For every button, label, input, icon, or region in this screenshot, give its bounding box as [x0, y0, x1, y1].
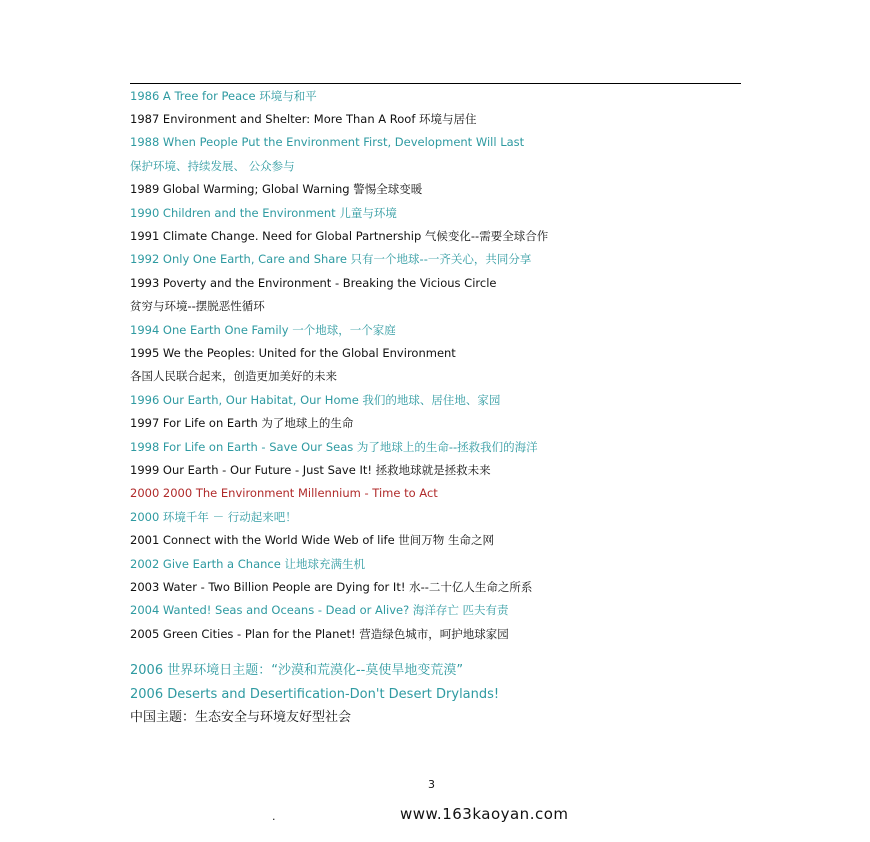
theme-2000-en: 2000 2000 The Environment Millennium - Time to Act — [130, 486, 438, 500]
page-number: 3 — [428, 778, 435, 791]
theme-1992: 1992 Only One Earth, Care and Share 只有一个地球--一齐关心，共同分享 — [130, 252, 532, 266]
theme-1996: 1996 Our Earth, Our Habitat, Our Home 我们的地球、居住地、家园 — [130, 393, 501, 407]
theme-1995-zh: 各国人民联合起来，创造更加美好的未来 — [130, 369, 337, 383]
theme-1999: 1999 Our Earth - Our Future - Just Save It! 拯救地球就是拯救未来 — [130, 463, 491, 477]
theme-1987: 1987 Environment and Shelter: More Than A Roof 环境与居住 — [130, 112, 477, 126]
china-theme-2006: 中国主题：生态安全与环境友好型社会 — [130, 710, 352, 725]
theme-1997: 1997 For Life on Earth 为了地球上的生命 — [130, 416, 354, 430]
theme-1988-en: 1988 When People Put the Environment First, Development Will Last — [130, 135, 525, 149]
footer-dot: . — [272, 810, 276, 823]
theme-2006-en: 2006 Deserts and Desertification-Don't Desert Drylands! — [130, 687, 500, 702]
theme-2003: 2003 Water - Two Billion People are Dying for It! 水--二十亿人生命之所系 — [130, 580, 533, 594]
theme-1998: 1998 For Life on Earth - Save Our Seas 为了地球上的生命--拯救我们的海洋 — [130, 440, 538, 454]
theme-1989: 1989 Global Warming; Global Warning 警惕全球变暖 — [130, 182, 423, 196]
theme-1994: 1994 One Earth One Family 一个地球，一个家庭 — [130, 323, 396, 337]
theme-2004: 2004 Wanted! Seas and Oceans - Dead or Alive? 海洋存亡 匹夫有责 — [130, 603, 509, 617]
theme-2002: 2002 Give Earth a Chance 让地球充满生机 — [130, 557, 365, 571]
theme-1990: 1990 Children and the Environment 儿童与环境 — [130, 206, 397, 220]
header-rule — [130, 83, 741, 84]
theme-1988-zh: 保护环境、持续发展、 公众参与 — [130, 159, 295, 173]
footer-website: www.163kaoyan.com — [400, 805, 569, 823]
theme-1995-en: 1995 We the Peoples: United for the Global Environment — [130, 346, 456, 360]
theme-1993-zh: 贫穷与环境--摆脱恶性循环 — [130, 299, 265, 313]
theme-1986: 1986 A Tree for Peace 环境与和平 — [130, 89, 317, 103]
theme-2000-zh: 2000 环境千年 － 行动起来吧！ — [130, 510, 297, 524]
theme-1991: 1991 Climate Change. Need for Global Partnership 气候变化--需要全球合作 — [130, 229, 549, 243]
theme-1993-en: 1993 Poverty and the Environment - Breaking the Vicious Circle — [130, 276, 497, 290]
theme-2006-zh: 2006 世界环境日主题：“沙漠和荒漠化--莫使旱地变荒漠” — [130, 663, 464, 678]
theme-2005: 2005 Green Cities - Plan for the Planet! 营造绿色城市，呵护地球家园 — [130, 627, 509, 641]
theme-2001: 2001 Connect with the World Wide Web of life 世间万物 生命之网 — [130, 533, 494, 547]
